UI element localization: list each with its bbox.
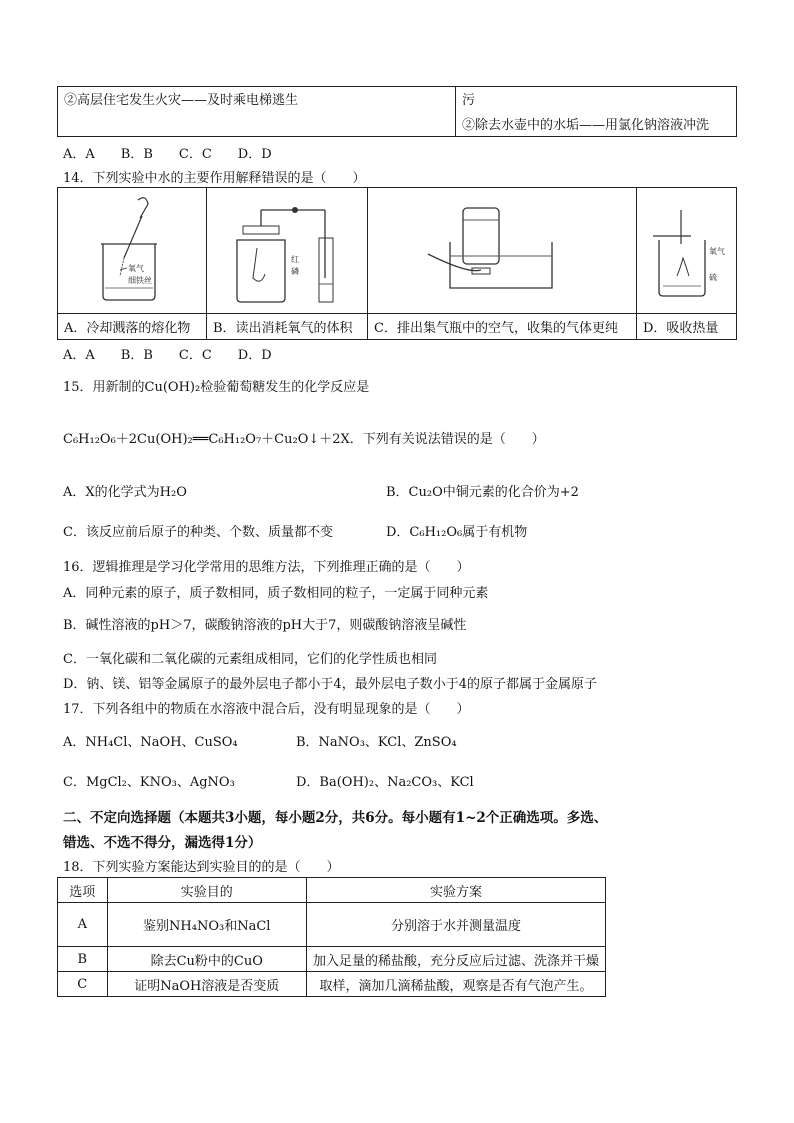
q18-cell-plan: 取样，滴加几滴稀盐酸，观察是否有气泡产生。 xyxy=(306,972,605,997)
q15-equation: C₆H₁₂O₆＋2Cu(OH)₂══C₆H₁₂O₇＋Cu₂O↓＋2X．下列有关说法错误的是（ ） xyxy=(63,432,545,447)
q14-caption-c: C．排出集气瓶中的空气，收集的气体更纯 xyxy=(368,314,637,340)
q18-cell-purpose: 证明NaOH溶液是否变质 xyxy=(107,972,306,997)
q13-left-cell: ②高层住宅发生火灾——及时乘电梯逃生 xyxy=(58,87,456,137)
q16-stem: 16．逻辑推理是学习化学常用的思维方法，下列推理正确的是（ ） xyxy=(63,560,470,575)
label-phosphorus: 磷 xyxy=(291,267,299,276)
q14-figure-c xyxy=(368,188,637,314)
q17-stem: 17．下列各组中的物质在水溶液中混合后，没有明显现象的是（ ） xyxy=(63,702,470,717)
q13-table xyxy=(57,86,737,137)
q18-header-row xyxy=(58,878,606,903)
q14-figure-d xyxy=(637,188,737,314)
q16-option-d: D．钠、镁、铝等金属原子的最外层电子都小于4，最外层电子数小于4的原子都属于金属原子 xyxy=(63,677,597,692)
q18-header-plan: 实验方案 xyxy=(306,878,605,903)
label-iron-wire: 细铁丝 xyxy=(128,276,152,285)
q14-figure-table xyxy=(57,187,737,340)
q14-stem: 14．下列实验中水的主要作用解释错误的是（ ） xyxy=(63,171,366,186)
q17-option-d: D．Ba(OH)₂、Na₂CO₃、KCl xyxy=(296,775,474,790)
q16-option-a: A．同种元素的原子，质子数相同，质子数相同的粒子，一定属于同种元素 xyxy=(63,586,489,601)
q15-option-c: C．该反应前后原子的种类、个数、质量都不变 xyxy=(63,525,333,540)
q16-option-c: C．一氧化碳和二氧化碳的元素组成相同，它们的化学性质也相同 xyxy=(63,652,437,667)
table-row xyxy=(58,972,606,997)
q18-cell-option: A xyxy=(58,903,108,947)
section2-heading-line1: 二、不定向选择题（本题共3小题，每小题2分，共6分。每小题有1~2个正确选项。多选、 xyxy=(63,810,608,826)
q18-header-option: 选项 xyxy=(58,878,108,903)
q17-option-c: C．MgCl₂、KNO₃、AgNO₃ xyxy=(63,775,235,790)
q16-option-b: B．碱性溶液的pH＞7，碳酸钠溶液的pH大于7，则碳酸钠溶液呈碱性 xyxy=(63,618,467,633)
q14-caption-a: A．冷却溅落的熔化物 xyxy=(58,314,207,340)
table-row xyxy=(58,947,606,972)
q15-option-d: D．C₆H₁₂O₆属于有机物 xyxy=(386,525,528,540)
q17-option-a: A．NH₄Cl、NaOH、CuSO₄ xyxy=(63,735,238,750)
q14-figure-b xyxy=(207,188,368,314)
q15-option-b: B．Cu₂O中铜元素的化合价为+2 xyxy=(386,485,579,500)
q18-table xyxy=(57,877,606,997)
section2-heading-line2: 错选、不选不得分，漏选得1分） xyxy=(63,835,262,851)
q14-figure-a xyxy=(58,188,207,314)
q18-stem: 18．下列实验方案能达到实验目的的是（ ） xyxy=(63,860,340,875)
q13-options: A．A B．B C．C D．D xyxy=(63,147,272,162)
q14-caption-d: D．吸收热量 xyxy=(637,314,737,340)
table-row xyxy=(58,903,606,947)
q14-options: A．A B．B C．C D．D xyxy=(63,348,272,363)
q18-cell-option: C xyxy=(58,972,108,997)
q15-stem: 15．用新制的Cu(OH)₂检验葡萄糖发生的化学反应是 xyxy=(63,380,370,395)
q14-caption-b: B．读出消耗氧气的体积 xyxy=(207,314,368,340)
q17-option-b: B．NaNO₃、KCl、ZnSO₄ xyxy=(296,735,457,750)
q18-cell-plan: 加入足量的稀盐酸，充分反应后过滤、洗涤并干燥 xyxy=(306,947,605,972)
q15-option-a: A．X的化学式为H₂O xyxy=(63,485,187,500)
q18-cell-plan: 分别溶于水并测量温度 xyxy=(306,903,605,947)
q18-cell-purpose: 除去Cu粉中的CuO xyxy=(107,947,306,972)
q18-header-purpose: 实验目的 xyxy=(107,878,306,903)
q18-cell-purpose: 鉴别NH₄NO₃和NaCl xyxy=(107,903,306,947)
q18-cell-option: B xyxy=(58,947,108,972)
label-oxygen-a: 氧气 xyxy=(128,264,144,273)
label-red-1: 红 xyxy=(291,255,299,264)
q13-right-cell: 污 ②除去水壶中的水垢——用氯化钠溶液冲洗 xyxy=(456,87,737,137)
label-oxygen-d: 氧气 xyxy=(709,247,725,256)
label-sulfur: 硫 xyxy=(709,273,717,282)
